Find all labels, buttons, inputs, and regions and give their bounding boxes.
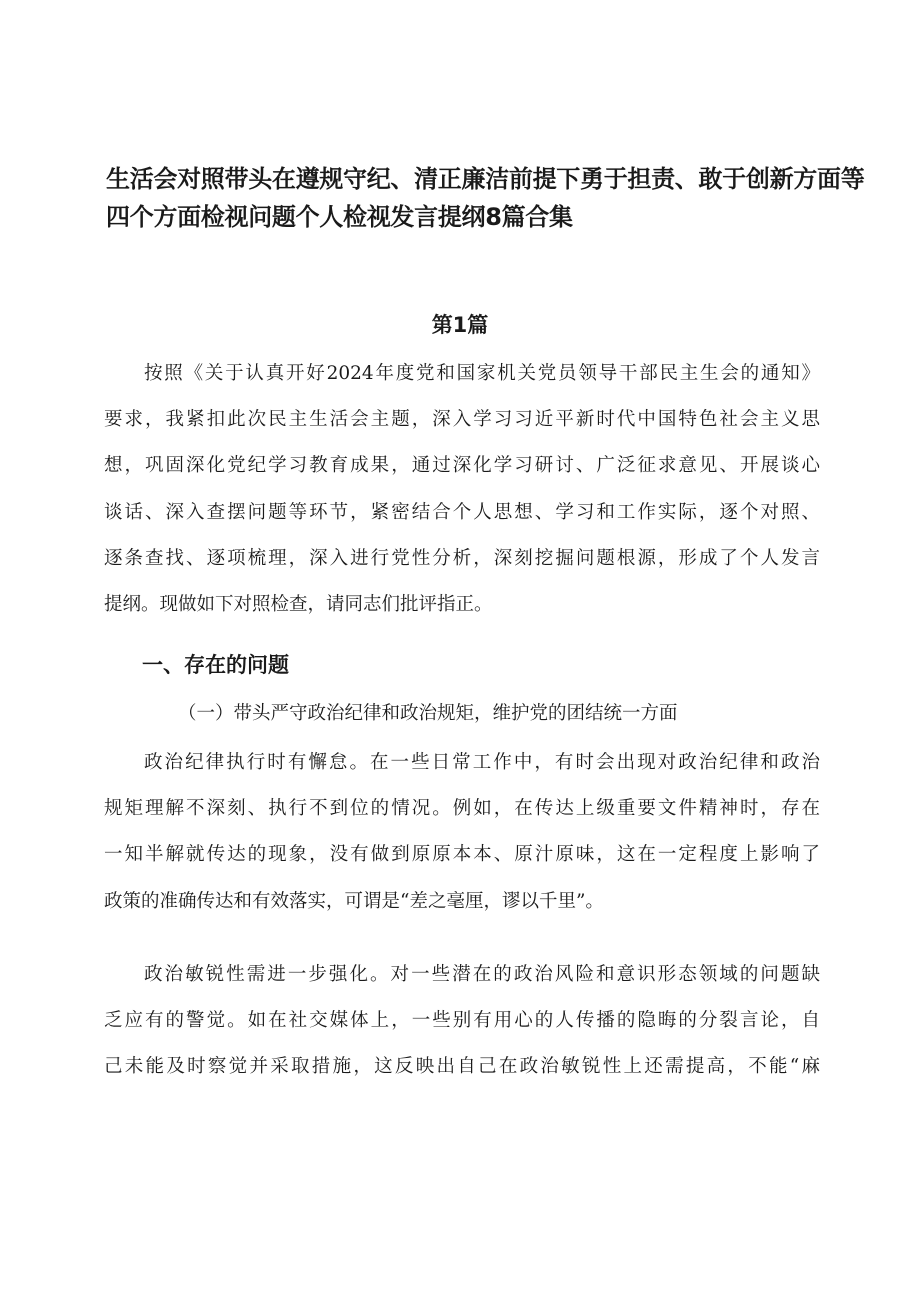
paragraph-line: 政策的准确传达和有效落实，可谓是“差之毫厘，谬以千里”。 <box>104 890 604 912</box>
paragraph-line: 政治纪律执行时有懈怠。在一些日常工作中，有时会出现对政治纪律和政治 <box>144 752 820 773</box>
body-paragraph <box>104 740 820 925</box>
paragraph-line: 政治敏锐性需进一步强化。对一些潜在的政治风险和意识形态领域的问题缺 <box>144 964 820 985</box>
body-paragraph <box>104 952 820 1091</box>
paragraph-line: 一知半解就传达的现象，没有做到原原本本、原汁原味，这在一定程度上影响了 <box>104 844 820 866</box>
intro-paragraph <box>104 351 820 628</box>
paragraph-line: 己未能及时察觉并采取措施，这反映出自己在政治敏锐性上还需提高，不能“麻 <box>104 1056 820 1078</box>
paragraph-line: 谈话、深入查摆问题等环节，紧密结合个人思想、学习和工作实际，逐个对照、 <box>104 501 820 523</box>
article-title: 第1篇 <box>431 313 489 337</box>
document-title <box>106 160 865 236</box>
document-title-line: 四个方面检视问题个人检视发言提纲8篇合集 <box>106 203 573 231</box>
paragraph-line: 要求，我紧扣此次民主生活会主题，深入学习习近平新时代中国特色社会主义思 <box>104 409 820 431</box>
paragraph-line: 逐条查找、逐项梳理，深入进行党性分析，深刻挖掘问题根源，形成了个人发言 <box>104 547 820 569</box>
paragraph-line: 提纲。现做如下对照检查，请同志们批评指正。 <box>104 594 493 616</box>
section-heading: 一、存在的问题 <box>142 653 289 677</box>
paragraph-line: 规矩理解不深刻、执行不到位的情况。例如，在传达上级重要文件精神时，存在 <box>104 798 820 820</box>
paragraph-line: 按照《关于认真开好2024年度党和国家机关党员领导干部民主生会的通知》 <box>144 363 820 384</box>
sub-section-heading: （一）带头严守政治纪律和政治规矩，维护党的团结统一方面 <box>178 703 678 724</box>
paragraph-line: 乏应有的警觉。如在社交媒体上，一些别有用心的人传播的隐晦的分裂言论，自 <box>104 1010 820 1032</box>
paragraph-line: 想，巩固深化党纪学习教育成果，通过深化学习研讨、广泛征求意见、开展谈心 <box>104 455 820 477</box>
document-title-line: 生活会对照带头在遵规守纪、清正廉洁前提下勇于担责、敢于创新方面等 <box>106 165 865 193</box>
